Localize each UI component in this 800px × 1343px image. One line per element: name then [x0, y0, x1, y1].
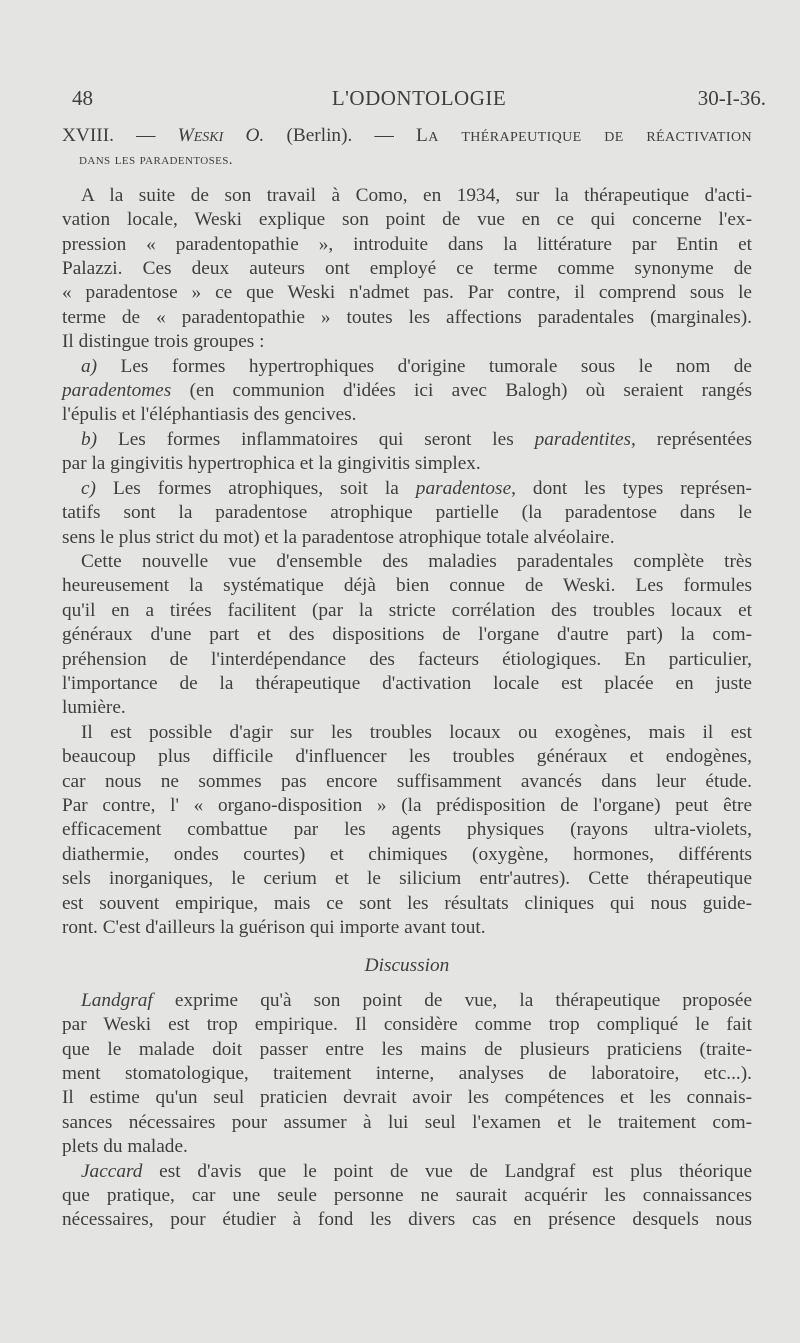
speaker-name: Jaccard	[81, 1160, 143, 1182]
text-line: Il distingue trois groupes :	[62, 331, 265, 353]
speaker-name: Landgraf	[81, 989, 153, 1011]
text-line: sens le plus strict du mot) et la paradentose atrophique totale alvéolaire.	[62, 526, 615, 548]
text-line: lumière.	[62, 697, 126, 719]
author-city: (Berlin). —	[286, 125, 394, 146]
text-line: nécessaires, pour étudier à fond les divers cas en présence desquels nous	[62, 1209, 752, 1231]
article-title-part1: La thérapeutique de réactivation	[416, 125, 752, 146]
list-item-c	[62, 477, 752, 550]
text-line: que le malade doit passer entre les mains de plusieurs praticiens (traite-	[62, 1038, 752, 1060]
text-line: sels inorganiques, le cerium et le silicium entr'autres). Cette thérapeutique	[62, 868, 752, 890]
text-line: que pratique, car une seule personne ne saurait acquérir les connaissances	[62, 1185, 752, 1207]
paragraph-jaccard	[62, 1160, 752, 1233]
article-title-part2: dans les paradentoses.	[79, 152, 233, 169]
text-line: Il estime qu'un seul praticien devrait avoir les compétences et les connais-	[62, 1087, 752, 1109]
text-line: l'importance de la thérapeutique d'activation locale est placée en juste	[62, 672, 752, 694]
text-line: vation locale, Weski explique son point de vue en ce qui concerne l'ex-	[62, 209, 752, 231]
text-line: tatifs sont la paradentose atrophique partielle (la paradentose dans le	[62, 502, 752, 524]
text-line: l'épulis et l'éléphantiasis des gencives.	[62, 404, 357, 426]
text-line: « paradentose » ce que Weski n'admet pas. Par contre, il comprend sous le	[62, 282, 752, 304]
text-line: généraux d'une part et des dispositions de l'organe d'autre part) la com-	[62, 624, 752, 646]
text-line: plets du malade.	[62, 1136, 188, 1158]
text-line: car nous ne sommes pas encore suffisamment avancés dans leur étude.	[62, 770, 752, 792]
text-line: Par contre, l' « organo-disposition » (la prédisposition de l'organe) peut être	[62, 794, 752, 816]
text-line: b) Les formes inflammatoires qui seront les paradentites, représentées	[81, 428, 753, 450]
text-line: efficacement combattue par les agents physiques (rayons ultra-violets,	[62, 819, 752, 841]
term-paradentites: paradentites	[534, 428, 632, 450]
text-line: ment stomatologique, traitement interne, analyses de laboratoire, etc...).	[62, 1063, 752, 1085]
text-line: Il est possible d'agir sur les troubles locaux ou exogènes, mais il est	[81, 721, 752, 743]
paragraph-therapy	[62, 721, 752, 941]
text-line: sances nécessaires pour assumer à lui seul l'examen et le traitement com-	[62, 1111, 752, 1133]
text-line: pression « paradentopathie », introduite dans la littérature par Entin et	[62, 233, 752, 255]
text-line: préhension de l'interdépendance des facteurs étiologiques. En particulier,	[62, 648, 752, 670]
paragraph-overview	[62, 550, 752, 721]
issue-date: 30-I-36.	[697, 86, 766, 110]
item-label: a)	[81, 355, 98, 377]
text-line: A la suite de son travail à Como, en 1934, sur la thérapeutique d'acti-	[81, 184, 752, 206]
article-number: XVIII. —	[62, 125, 156, 146]
running-title: L'ODONTOLOGIE	[331, 86, 507, 110]
text-line: Palazzi. Ces deux auteurs ont employé ce terme comme synonyme de	[62, 258, 752, 280]
text-line: par la gingivitis hypertrophica et la gingivitis simplex.	[62, 453, 481, 475]
article-author: Weski O.	[177, 125, 265, 146]
page-number: 48	[72, 86, 93, 110]
text-line: a) Les formes hypertrophiques d'origine tumorale sous le nom de	[81, 355, 752, 377]
text-line: qu'il en a tirées facilitent (par la stricte corrélation des troubles locaux et	[62, 599, 752, 621]
text-line: par Weski est trop empirique. Il considère comme trop compliqué le fait	[62, 1014, 752, 1036]
text-line: terme de « paradentopathie » toutes les affections paradentales (marginales).	[62, 306, 752, 328]
paragraph-landgraf	[62, 989, 752, 1160]
list-item-a	[62, 355, 752, 428]
text-line: Landgraf exprime qu'à son point de vue, la thérapeutique proposée	[81, 989, 752, 1011]
list-item-b	[62, 428, 752, 477]
term-paradentomes: paradentomes	[62, 380, 172, 402]
article-title	[62, 124, 752, 148]
text-line: diathermie, ondes courtes) et chimiques (oxygène, hormones, différents	[62, 843, 752, 865]
text-line: heureusement la systématique déjà bien connue de Weski. Les formules	[62, 575, 752, 597]
text-line: Jaccard est d'avis que le point de vue de Landgraf est plus théorique	[81, 1160, 752, 1182]
text-line: est souvent empirique, mais ce sont les résultats cliniques qui nous guide-	[62, 892, 752, 914]
article-body	[62, 124, 752, 1233]
text-line: Cette nouvelle vue d'ensemble des maladies paradentales complète très	[81, 550, 752, 572]
paragraph-intro	[62, 184, 752, 355]
text-line: ront. C'est d'ailleurs la guérison qui importe avant tout.	[62, 917, 486, 938]
text-line: beaucoup plus difficile d'influencer les troubles généraux et endogènes,	[62, 746, 752, 768]
text-line: paradentomes (en communion d'idées ici avec Balogh) où seraient rangés	[62, 380, 752, 402]
item-label: c)	[81, 477, 96, 499]
item-label: b)	[81, 428, 98, 450]
text-line: c) Les formes atrophiques, soit la paradentose, dont les types représen-	[81, 477, 752, 499]
term-paradentose: paradentose	[415, 477, 512, 499]
page-header	[72, 86, 766, 114]
discussion-heading: Discussion	[364, 955, 450, 977]
